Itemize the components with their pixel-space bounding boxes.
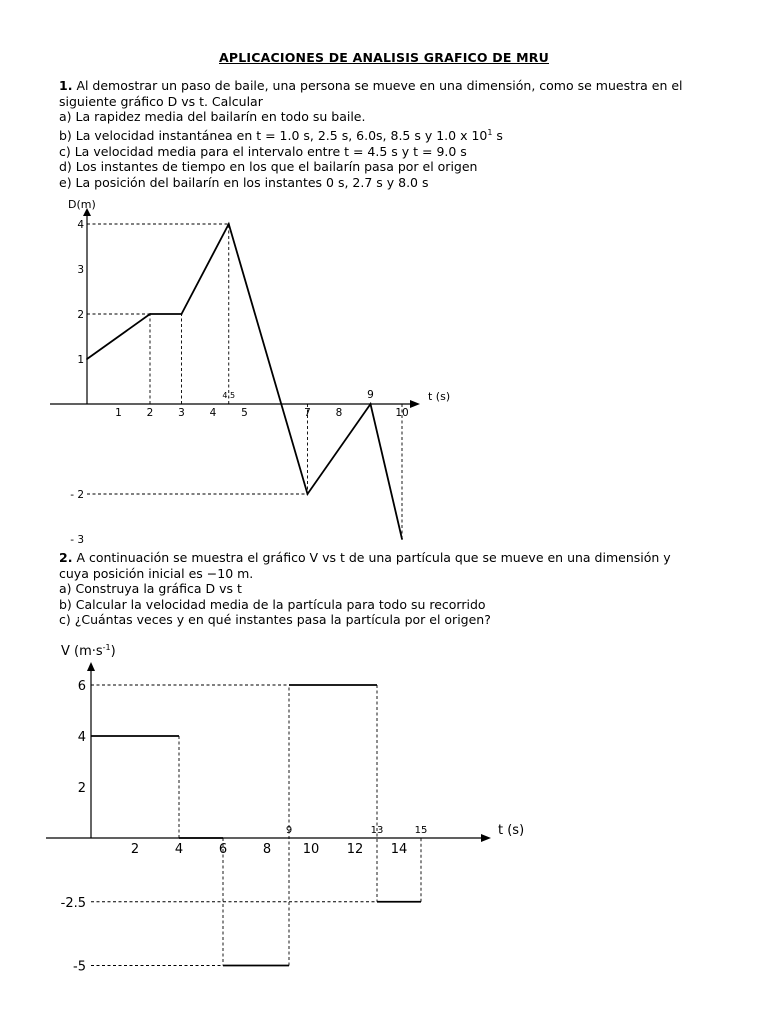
exercise-1-line-1: siguiente gráfico D vs t. Calcular bbox=[59, 93, 263, 109]
exercise-1-intro: Al demostrar un paso de baile, una persona se mueve en una dimensión, como se muestra en el bbox=[76, 78, 683, 93]
exercise-2-line-0 bbox=[59, 550, 719, 566]
x-tick-label: 12 bbox=[346, 842, 364, 857]
x-tick-label: 10 bbox=[395, 407, 409, 419]
x-axis-label: t (s) bbox=[428, 390, 451, 403]
exercise-1-item-b-unit: s bbox=[492, 127, 503, 143]
y-tick-label: - 2 bbox=[70, 489, 84, 501]
position-vertex-2 bbox=[181, 313, 183, 315]
y-tick-label: - 3 bbox=[70, 534, 84, 546]
exercise-1-item-b-exponent: 1 bbox=[487, 127, 493, 137]
y-axis-arrow bbox=[87, 662, 95, 671]
x-tick-label: 1 bbox=[115, 407, 122, 419]
velocity-time-graph bbox=[0, 635, 768, 985]
exercise-2-intro: A continuación se muestra el gráfico V vs t de una partícula que se mueve en una dimensión y bbox=[76, 550, 671, 565]
position-vertex-1 bbox=[149, 313, 151, 315]
exercise-1-item-b-text: b) La velocidad instantánea en t = 1.0 s, 2.5 s, 6.0s, 8.5 s y 1.0 x 10 bbox=[59, 127, 488, 143]
exercise-1-item-a: a) La rapidez media del bailarín en todo su baile. bbox=[59, 109, 366, 125]
position-vertex-0 bbox=[86, 358, 88, 360]
y-tick-label: 6 bbox=[77, 679, 86, 694]
x-tick-label: 10 bbox=[302, 842, 320, 857]
x-tick-label: 7 bbox=[304, 407, 311, 419]
position-time-graph bbox=[0, 190, 768, 546]
x-axis-arrow bbox=[410, 400, 420, 408]
x-tick-label: 8 bbox=[335, 407, 343, 419]
y-tick-label: 4 bbox=[77, 219, 84, 231]
x-tick-label: 2 bbox=[130, 842, 140, 857]
exercise-1-item-e: e) La posición del bailarín en los instantes 0 s, 2.7 s y 8.0 s bbox=[59, 174, 429, 190]
exercise-2-line-1: cuya posición inicial es −10 m. bbox=[59, 565, 254, 581]
y-axis-label: V $(m\cdot s^{-1})$ bbox=[61, 643, 116, 659]
exercise-1-line-0 bbox=[59, 78, 719, 94]
x-tick-label: 4 bbox=[174, 842, 184, 857]
x-tick-label: 14 bbox=[390, 842, 408, 857]
exercise-1-item-d: d) Los instantes de tiempo en los que el bailarín pasa por el origen bbox=[59, 159, 478, 175]
x-annotation-label: 13 bbox=[370, 825, 384, 836]
y-tick-label: 1 bbox=[77, 354, 84, 366]
x-axis-label: t (s) bbox=[498, 823, 525, 838]
exercise-1-item-c: c) La velocidad media para el intervalo entre t = 4.5 s y t = 9.0 s bbox=[59, 143, 467, 159]
y-tick-label: 2 bbox=[77, 309, 84, 321]
position-vertex-3 bbox=[228, 223, 230, 225]
exercise-2-item-b: b) Calcular la velocidad media de la partícula para todo su recorrido bbox=[59, 596, 486, 612]
position-vertex-5 bbox=[370, 403, 372, 405]
y-axis-label: D(m) bbox=[68, 198, 96, 211]
x-tick-label: 6 bbox=[218, 842, 228, 857]
x-tick-label: 3 bbox=[178, 407, 185, 419]
exercise-1-text bbox=[59, 78, 719, 190]
y-tick-label: -2.5 bbox=[60, 895, 86, 911]
page-title: APLICACIONES DE ANALISIS GRAFICO DE MRU bbox=[219, 50, 549, 65]
x-annotation-label: 9 bbox=[367, 389, 374, 401]
exercise-2-number: 2. bbox=[59, 550, 73, 565]
exercise-2-text bbox=[59, 550, 719, 628]
position-vertex-4 bbox=[307, 493, 309, 495]
x-annotation-label: 9 bbox=[285, 825, 293, 836]
x-tick-label: 8 bbox=[262, 842, 272, 857]
exercise-2-item-c: c) ¿Cuántas veces y en qué instantes pasa la partícula por el origen? bbox=[59, 612, 491, 628]
position-vertex-6 bbox=[401, 538, 403, 540]
y-tick-label: 3 bbox=[77, 264, 84, 276]
x-axis-arrow bbox=[481, 834, 491, 842]
exercise-1-number: 1. bbox=[59, 78, 73, 93]
exercise-1-item-b bbox=[59, 125, 719, 144]
x-tick-label: 2 bbox=[146, 407, 154, 419]
x-tick-label: 5 bbox=[241, 407, 248, 419]
y-tick-label: 2 bbox=[77, 781, 86, 796]
y-tick-label: 4 bbox=[77, 730, 86, 745]
x-annotation-label: 15 bbox=[414, 825, 428, 836]
x-annotation-label: 4.5 bbox=[222, 391, 236, 400]
x-tick-label: 4 bbox=[209, 407, 217, 419]
y-tick-label: -5 bbox=[73, 959, 86, 975]
exercise-2-item-a: a) Construya la gráfica D vs t bbox=[59, 581, 242, 597]
position-series-line bbox=[87, 224, 402, 539]
